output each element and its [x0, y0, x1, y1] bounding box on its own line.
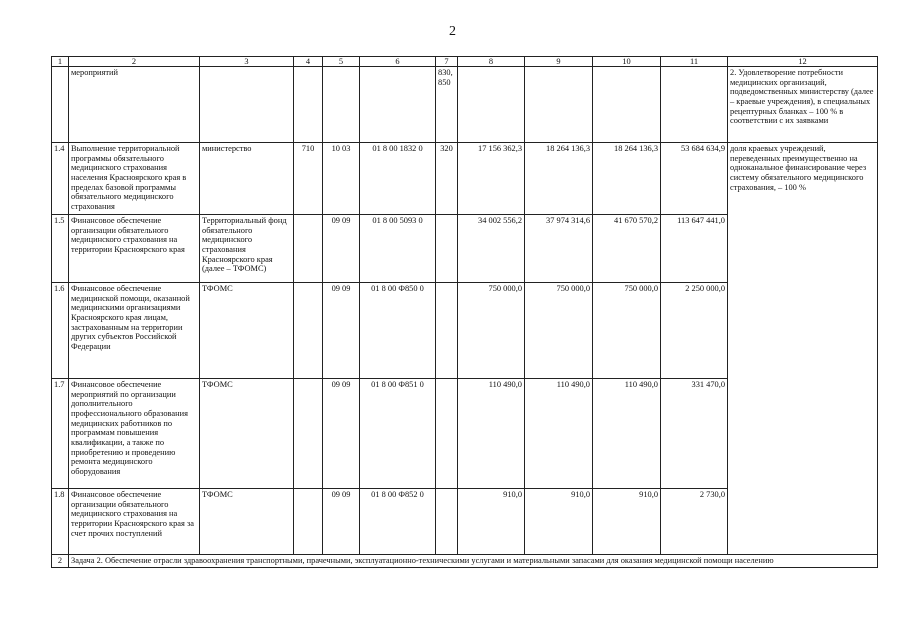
row-grbs: 710 — [294, 143, 323, 215]
target-note: доля краевых учреждений, переведенных преимущественно на одноканальное финансирование через систему обязательного медицинского страхования, – 100 % — [728, 143, 878, 555]
row-year3: 18 264 136,3 — [593, 143, 661, 215]
row-vr: 830, 850 — [436, 67, 458, 143]
row-vr — [436, 489, 458, 555]
row-rzpr: 09 09 — [323, 215, 360, 283]
row-rzpr: 09 09 — [323, 379, 360, 489]
row-rzpr: 09 09 — [323, 489, 360, 555]
header-cell: 3 — [200, 57, 294, 67]
row-name: Финансовое обеспечение организации обязательного медицинского страхования на территории Красноярского края — [69, 215, 200, 283]
task-row — [52, 555, 878, 568]
row-year2: 110 490,0 — [525, 379, 593, 489]
row-csr: 01 8 00 Ф851 0 — [360, 379, 436, 489]
row-vr — [436, 215, 458, 283]
task-number: 2 — [52, 555, 69, 568]
header-cell: 5 — [323, 57, 360, 67]
row-year1: 750 000,0 — [458, 283, 525, 379]
header-cell: 8 — [458, 57, 525, 67]
row-vr — [436, 283, 458, 379]
row-year3: 41 670 570,2 — [593, 215, 661, 283]
row-grbs — [294, 379, 323, 489]
header-cell: 10 — [593, 57, 661, 67]
row-number: 1.6 — [52, 283, 69, 379]
row-grbs — [294, 283, 323, 379]
row-executor: Территориальный фонд обязательного медицинского страхования Красноярского края (далее – ТФОМС) — [200, 215, 294, 283]
row-name: мероприятий — [69, 67, 200, 143]
header-cell: 9 — [525, 57, 593, 67]
row-csr: 01 8 00 Ф852 0 — [360, 489, 436, 555]
row-csr: 01 8 00 Ф850 0 — [360, 283, 436, 379]
row-total: 53 684 634,9 — [661, 143, 728, 215]
row-year2: 18 264 136,3 — [525, 143, 593, 215]
task-title: Задача 2. Обеспечение отрасли здравоохранения транспортными, прачечными, эксплуатационно-техническими услугами и материальными запасами для оказания медицинской помощи населению — [69, 555, 878, 568]
row-year1: 17 156 362,3 — [458, 143, 525, 215]
header-cell: 4 — [294, 57, 323, 67]
row-vr — [436, 379, 458, 489]
row-number: 1.4 — [52, 143, 69, 215]
row-year3: 910,0 — [593, 489, 661, 555]
header-cell: 7 — [436, 57, 458, 67]
row-year1: 34 002 556,2 — [458, 215, 525, 283]
row-number: 1.5 — [52, 215, 69, 283]
row-year2: 910,0 — [525, 489, 593, 555]
table-row-continuation — [52, 67, 878, 143]
page-number: 2 — [449, 24, 456, 39]
header-cell: 1 — [52, 57, 69, 67]
row-number: 1.7 — [52, 379, 69, 489]
budget-table — [51, 56, 878, 568]
header-cell: 2 — [69, 57, 200, 67]
row-name: Финансовое обеспечение медицинской помощи, оказанной медицинскими организациями Красноярского края лицам, застрахованным на территории других субъектов Российской Федерации — [69, 283, 200, 379]
table-row — [52, 143, 878, 215]
header-cell: 6 — [360, 57, 436, 67]
row-grbs — [294, 215, 323, 283]
row-executor: ТФОМС — [200, 283, 294, 379]
row-total: 113 647 441,0 — [661, 215, 728, 283]
row-name: Финансовое обеспечение организации обязательного медицинского страхования на территории Красноярского края за счет прочих поступлений — [69, 489, 200, 555]
row-total: 2 250 000,0 — [661, 283, 728, 379]
row-csr: 01 8 00 1832 0 — [360, 143, 436, 215]
row-name: Выполнение территориальной программы обязательного медицинского страхования населения Красноярского края в пределах базовой программы обязательного медицинского страхования — [69, 143, 200, 215]
row-year3: 110 490,0 — [593, 379, 661, 489]
row-vr: 320 — [436, 143, 458, 215]
row-year2: 750 000,0 — [525, 283, 593, 379]
target-note: 2. Удовлетворение потребности медицинских организаций, подведомственных министерству (далее – краевые учреждения), в специальных рецептурных бланках – 100 % в соответствии с их заявками — [728, 67, 878, 143]
header-cell: 11 — [661, 57, 728, 67]
row-number: 1.8 — [52, 489, 69, 555]
header-cell: 12 — [728, 57, 878, 67]
row-total: 2 730,0 — [661, 489, 728, 555]
header-row — [52, 57, 878, 67]
row-executor: ТФОМС — [200, 489, 294, 555]
row-name: Финансовое обеспечение мероприятий по организации дополнительного профессионального образования медицинских работников по программам повышения квалификации, а также по приобретению и проведению ремонта медицинского оборудования — [69, 379, 200, 489]
row-year2: 37 974 314,6 — [525, 215, 593, 283]
row-csr: 01 8 00 5093 0 — [360, 215, 436, 283]
row-year1: 110 490,0 — [458, 379, 525, 489]
row-rzpr: 09 09 — [323, 283, 360, 379]
row-executor: министерство — [200, 143, 294, 215]
row-year3: 750 000,0 — [593, 283, 661, 379]
row-executor: ТФОМС — [200, 379, 294, 489]
row-total: 331 470,0 — [661, 379, 728, 489]
row-rzpr: 10 03 — [323, 143, 360, 215]
row-grbs — [294, 489, 323, 555]
row-year1: 910,0 — [458, 489, 525, 555]
